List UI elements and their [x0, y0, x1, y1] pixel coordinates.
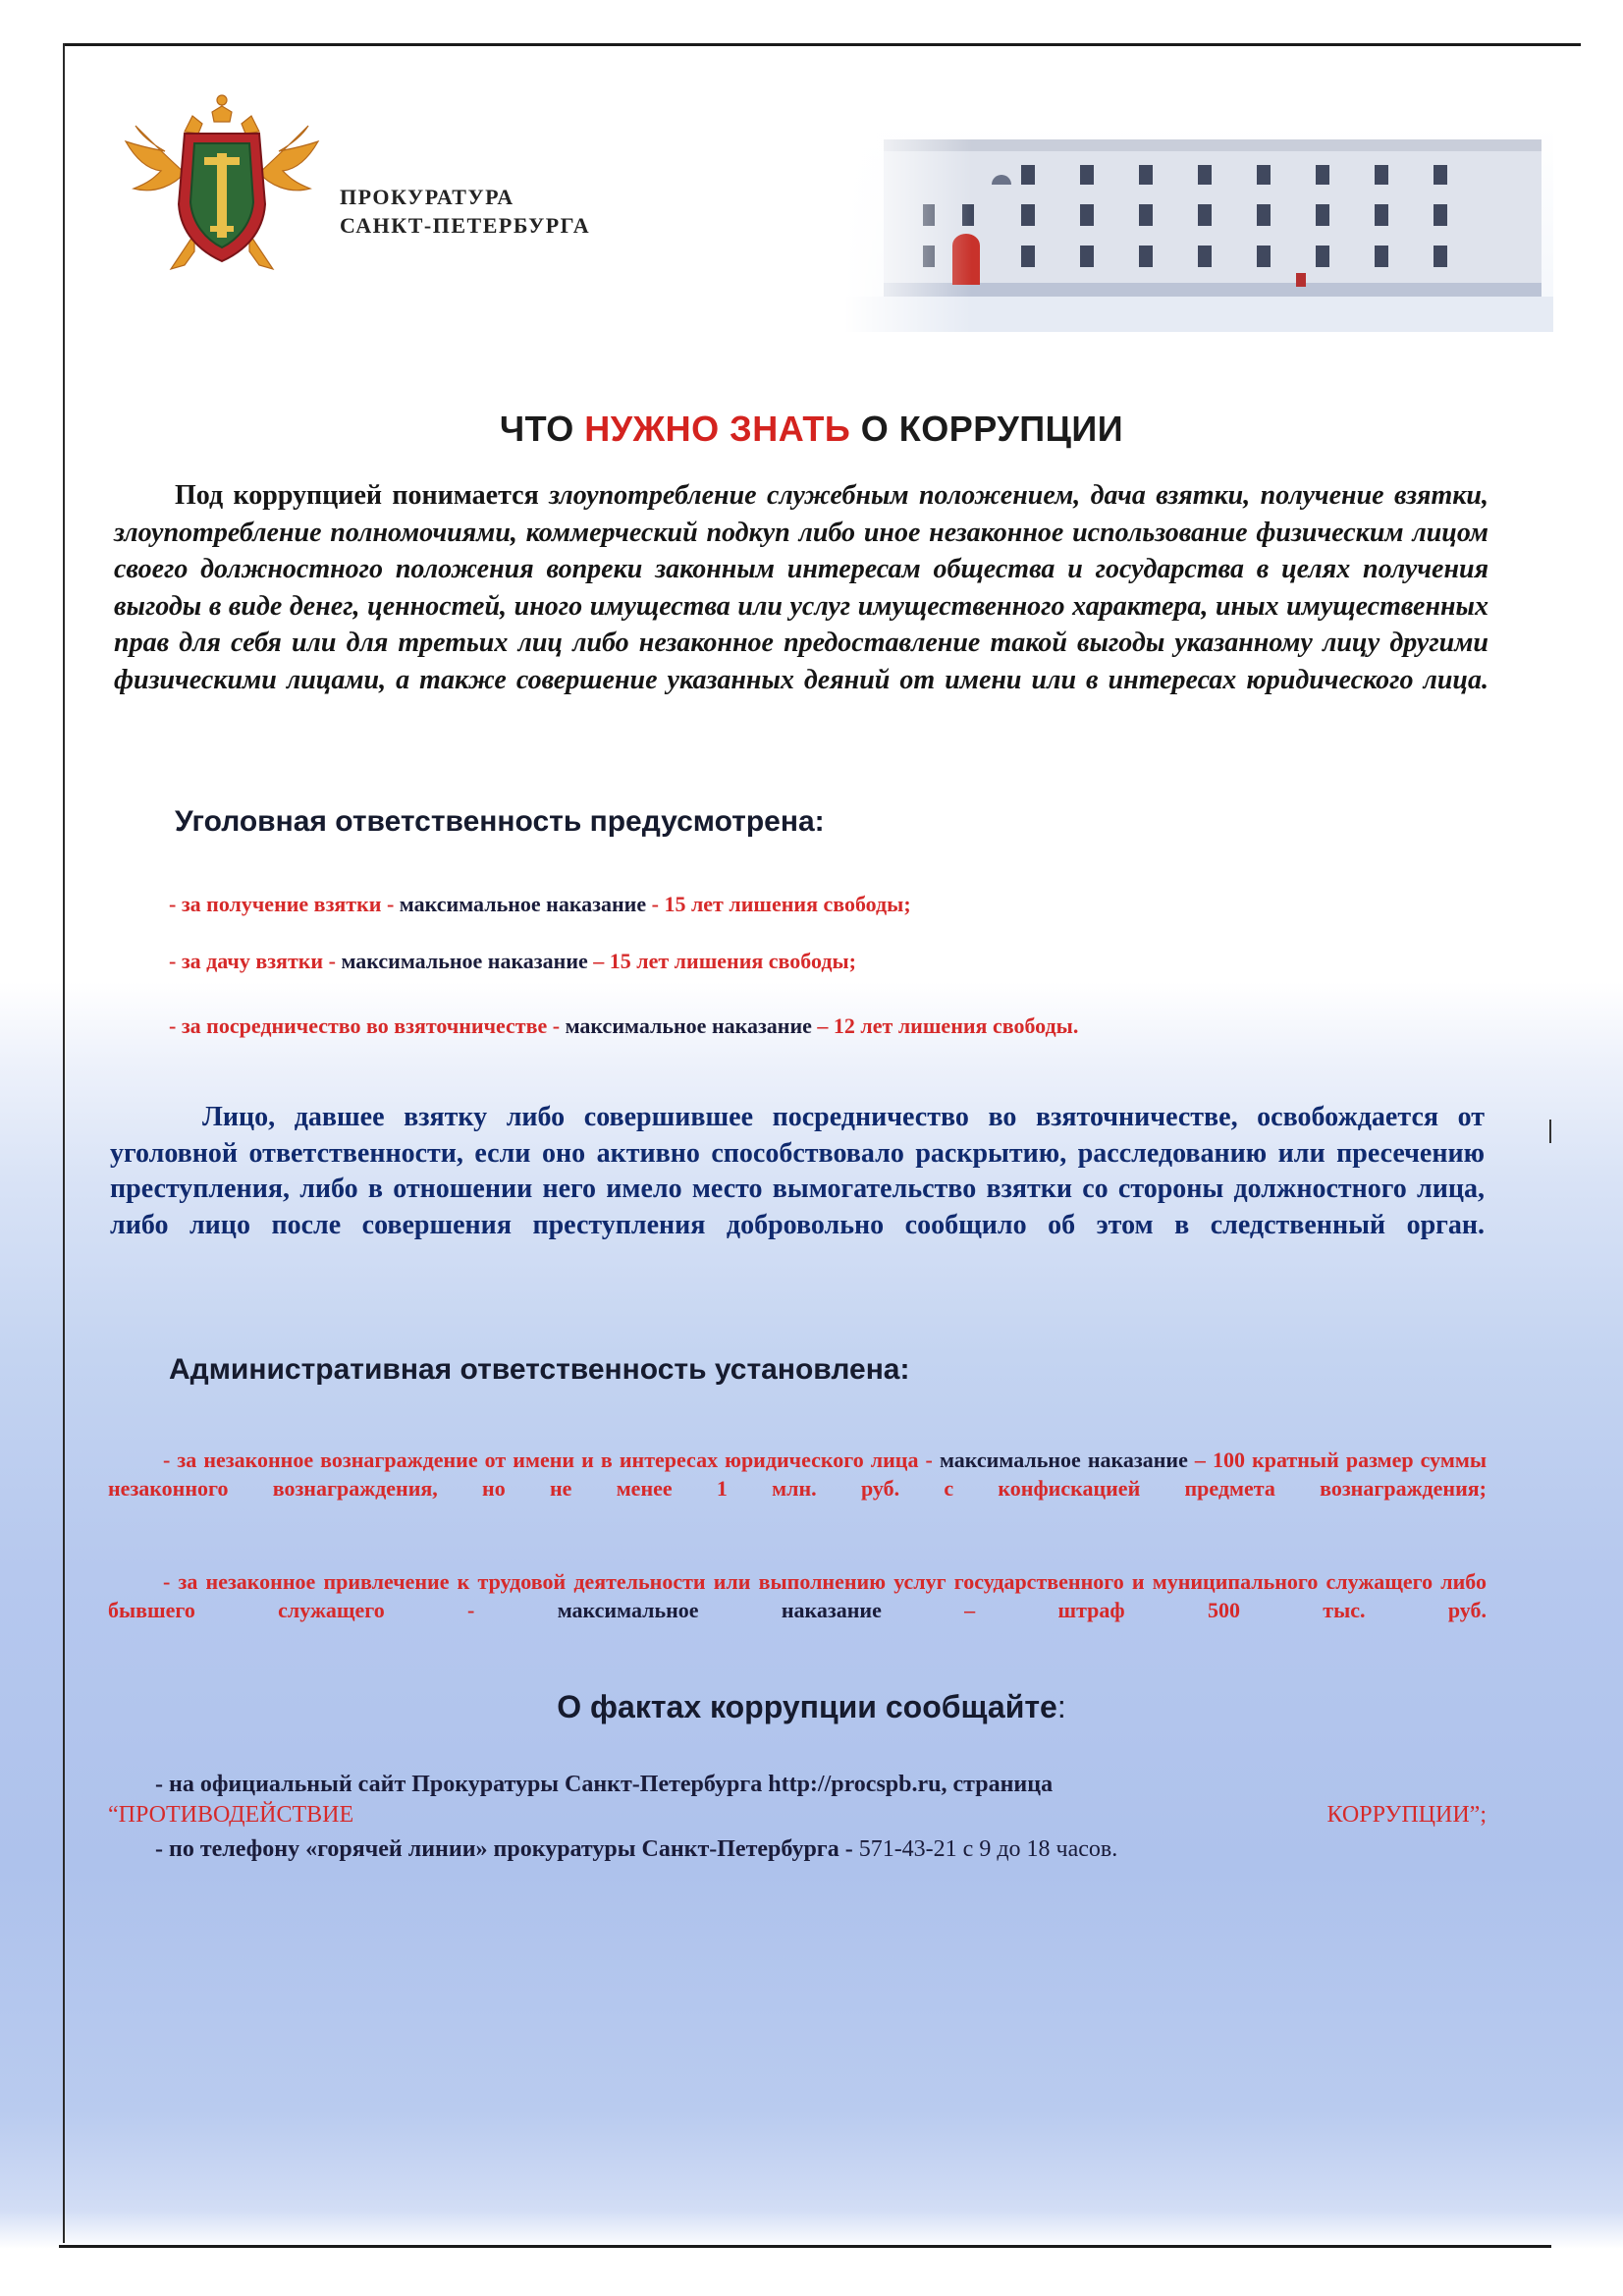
criminal-item-penalty: – 12 лет лишения свободы. [811, 1013, 1079, 1038]
bottom-rule [59, 2245, 1551, 2248]
criminal-item-act: - за получение взятки - [169, 892, 400, 916]
administrative-item [108, 1567, 1487, 1653]
definition-lead: Под коррупцией понимается [175, 480, 539, 511]
criminal-item-label: максимальное наказание [399, 892, 652, 916]
administrative-item-penalty: – 100 кратный размер суммы незаконного вознаграждения, но не менее 1 млн. руб. с конфискацией предмета вознаграждения; [108, 1448, 1487, 1501]
report-site-page: “ПРОТИВОДЕЙСТВИЕ КОРРУПЦИИ”; [108, 1802, 1487, 1828]
org-line-2: САНКТ-ПЕТЕРБУРГА [340, 213, 591, 238]
administrative-item [108, 1446, 1487, 1531]
double-headed-eagle-icon [116, 86, 328, 289]
criminal-item [169, 1013, 1078, 1039]
report-heading-colon: : [1056, 1689, 1066, 1724]
title-part-1: ЧТО [499, 409, 585, 449]
organization-name [340, 183, 590, 240]
administrative-heading: Административная ответственность установлена: [169, 1353, 910, 1386]
administrative-item-act: - за незаконное привлечение к трудовой деятельности или выполнению услуг государственного и муниципального служащего либо бывшего служащего - [108, 1569, 1487, 1622]
corruption-definition [114, 477, 1488, 736]
exemption-text: Лицо, давшее взятку либо совершившее посредничество во взяточничестве, освобождается от уголовной ответственности, если оно активно способствовало раскрытию, расследованию или пресечению преступления, либо в отношении него имело место вымогательство взятки со стороны должностного лица, либо лицо после совершения преступления добровольно сообщило об этом в следственный орган. [110, 1102, 1485, 1240]
report-phone-hours: с 9 до 18 часов. [956, 1836, 1118, 1862]
exemption-paragraph [110, 1100, 1485, 1280]
left-rule [63, 43, 65, 2243]
criminal-item [169, 949, 856, 974]
title-part-2: НУЖНО ЗНАТЬ [584, 409, 851, 449]
report-phone-number: 571-43-21 [858, 1836, 957, 1862]
building-photo [844, 126, 1553, 332]
criminal-heading: Уголовная ответственность предусмотрена: [175, 805, 825, 838]
definition-body: злоупотребление служебным положением, дача взятки, получение взятки, злоупотребление полномочиями, коммерческий подкуп либо иное незаконное использование физическим лицом своего должностного положения вопреки законным интересам общества и государства в целях получения выгоды в виде денег, ценностей, иного имущества или услуг имущественного характера, иных имущественных прав для себя или для третьих лиц либо незаконное предоставление такой выгоды указанному лицу другими физическими лицами, а также совершение указанных деяний от имени или в интересах юридического лица. [114, 480, 1488, 695]
org-line-1: ПРОКУРАТУРА [340, 185, 514, 209]
top-rule [63, 43, 1581, 46]
report-heading [0, 1689, 1623, 1725]
report-phone-item [108, 1834, 1487, 1865]
report-site-prefix: - на официальный сайт Прокуратуры Санкт-Петербурга http://procspb.ru, страница [155, 1772, 1054, 1797]
criminal-item-act: - за дачу взятки - [169, 949, 342, 973]
report-phone-prefix: - по телефону «горячей линии» прокуратуры Санкт-Петербурга - [155, 1836, 859, 1862]
criminal-item-penalty: – 15 лет лишения свободы; [587, 949, 856, 973]
criminal-item-label: максимальное наказание [565, 1013, 812, 1038]
scan-mark [1549, 1120, 1551, 1143]
page-title [0, 409, 1623, 450]
criminal-item [169, 892, 911, 917]
administrative-item-penalty: – штраф 500 тыс. руб. [881, 1598, 1488, 1622]
title-part-3: О КОРРУПЦИИ [850, 409, 1124, 449]
administrative-item-label: максимальное наказание [939, 1448, 1188, 1472]
criminal-item-penalty: - 15 лет лишения свободы; [651, 892, 911, 916]
administrative-item-act: - за незаконное вознаграждение от имени и в интересах юридического лица - [163, 1448, 940, 1472]
administrative-item-label: максимальное наказание [557, 1598, 882, 1622]
criminal-item-act: - за посредничество во взяточничестве - [169, 1013, 566, 1038]
criminal-item-label: максимальное наказание [341, 949, 588, 973]
report-heading-text: О фактах коррупции сообщайте [557, 1689, 1057, 1724]
